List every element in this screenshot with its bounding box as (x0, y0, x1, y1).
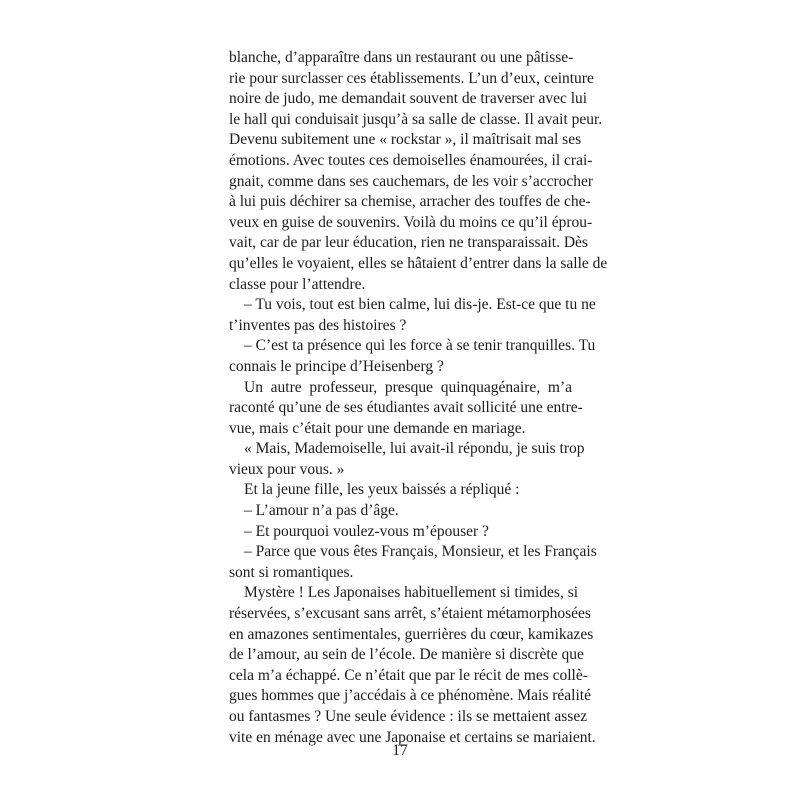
page-number: 17 (392, 742, 408, 759)
text-line: réservées, s’excusant sans arrêt, s’étaient métamorphosées (229, 605, 591, 623)
text-line: « Mais, Mademoiselle, lui avait-il répondu, je suis trop (244, 440, 585, 458)
text-line: blanche, d’apparaître dans un restaurant ou une pâtisse- (229, 49, 574, 66)
text-line: Et la jeune fille, les yeux baissés a répliqué : (244, 481, 520, 499)
text-line: Un autre professeur, presque quinquagénaire, m’a (244, 378, 572, 396)
text-line: – Tu vois, tout est bien calme, lui dis-je. Est-ce que tu ne (244, 296, 596, 314)
text-line: vite en ménage avec une Japonaise et certains se mariaient. (229, 728, 596, 746)
body-text (229, 48, 608, 748)
text-line: – Parce que vous êtes Français, Monsieur, et les Français (244, 543, 597, 561)
text-line: veux en guise de souvenirs. Voilà du moins ce qu’il éprou- (229, 213, 593, 231)
text-line: sont si romantiques. (229, 563, 354, 581)
text-line: de l’amour, au sein de l’école. De manière si discrète que (229, 646, 584, 664)
text-line: noire de judo, me demandait souvent de traverser avec lui (229, 90, 588, 108)
text-line: – L’amour n’a pas d’âge. (244, 502, 399, 520)
text-line: Mystère ! Les Japonaises habituellement si timides, si (244, 584, 579, 602)
text-line: vieux pour vous. » (229, 460, 345, 478)
text-line: classe pour l’attendre. (229, 275, 366, 293)
text-line: le hall qui conduisait jusqu’à sa salle de classe. Il avait peur. (229, 110, 603, 128)
text-line: – C’est ta présence qui les force à se tenir tranquilles. Tu (244, 337, 596, 355)
text-line: rie pour surclasser ces établissements. L’un d’eux, ceinture (229, 69, 594, 87)
text-line: cela m’a échappé. Ce n’était que par le récit de mes collè- (229, 666, 588, 684)
text-line: connais le principe d’Heisenberg ? (229, 357, 444, 375)
text-line: qu’elles le voyaient, elles se hâtaient d’entrer dans la salle de (229, 254, 608, 272)
text-line: émotions. Avec toutes ces demoiselles énamourées, il crai- (229, 151, 593, 169)
text-line: Devenu subitement une « rockstar », il maîtrisait mal ses (229, 131, 582, 149)
text-line: – Et pourquoi voulez-vous m’épouser ? (244, 522, 489, 540)
text-line: à lui puis déchirer sa chemise, arracher des touffes de che- (229, 193, 591, 211)
text-line: raconté qu’une de ses étudiantes avait sollicité une entre- (229, 399, 583, 417)
text-line: gues hommes que j’accédais à ce phénomène. Mais réalité (229, 687, 591, 705)
text-line: t’inventes pas des histoires ? (229, 316, 407, 334)
text-line: gnait, comme dans ses cauchemars, de les voir s’accrocher (229, 172, 594, 190)
text-line: vait, car de par leur éducation, rien ne transparaissait. Dès (229, 234, 588, 252)
text-line: vue, mais c’était pour une demande en mariage. (229, 419, 526, 437)
text-line: ou fantasmes ? Une seule évidence : ils se mettaient assez (229, 708, 588, 725)
text-line: en amazones sentimentales, guerrières du cœur, kamikazes (229, 625, 594, 643)
